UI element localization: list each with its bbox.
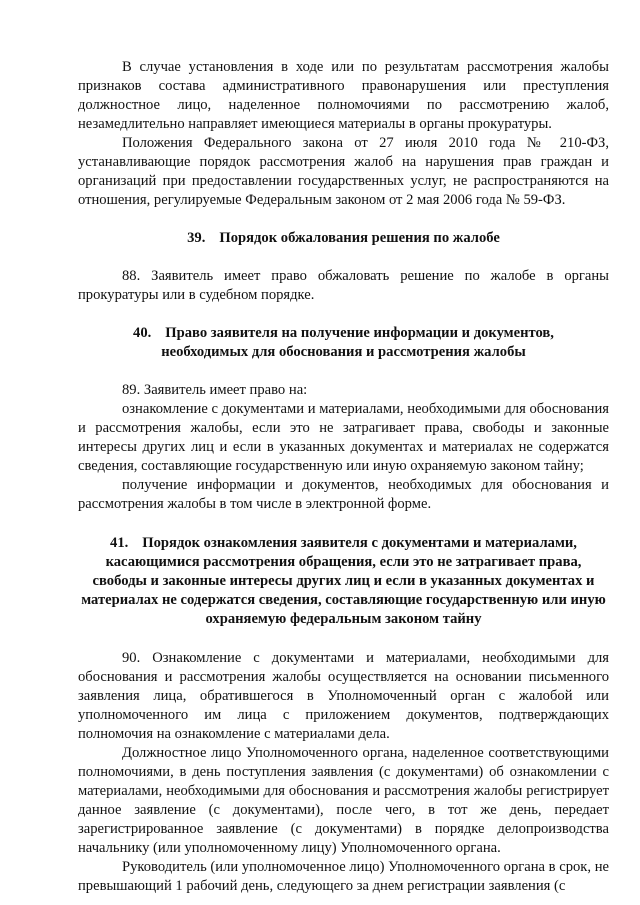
- paragraph: 90. Ознакомление с документами и материалами, необходимыми для обоснования и рассмотрения жалобы осуществляется на основании письменного заявления лица, обратившегося в Уполномоченный орган с жалобой или уполномоченного им лица с приложением документов, подтверждающих полномочия на ознакомление с материалами дела.: [78, 650, 609, 742]
- paragraph: 88. Заявитель имеет право обжаловать решение по жалобе в органы прокуратуры или в судебном порядке.: [78, 268, 609, 303]
- section-number: 41.: [110, 535, 129, 551]
- section-number: 39.: [187, 230, 206, 246]
- paragraph: Положения Федерального закона от 27 июля 2010 года № 210-ФЗ, устанавливающие порядок рассмотрения жалоб на нарушения прав граждан и организаций при предоставлении государственных услуг, не распространяются на отношения, регулируемые Федеральным законом от 2 мая 2006 года № 59-ФЗ.: [78, 135, 609, 208]
- section-heading-39: [78, 229, 609, 248]
- section-title: Порядок обжалования решения по жалобе: [219, 230, 500, 246]
- section-heading-41: [78, 534, 609, 629]
- paragraph: Должностное лицо Уполномоченного органа, наделенное соответствующими полномочиями, в день поступления заявления (с документами) об ознакомлении с материалами, необходимыми для обоснования и рассмотрения жалобы регистрирует данное заявление (с документами), после чего, в тот же день, передает зарегистрированное заявление (с документами) в порядке делопроизводства начальнику (или уполномоченному лицу) Уполномоченного органа.: [78, 745, 609, 856]
- paragraph: В случае установления в ходе или по результатам рассмотрения жалобы признаков состава административного правонарушения или преступления должностное лицо, наделенное полномочиями по рассмотрению жалоб, незамедлительно направляет имеющиеся материалы в органы прокуратуры.: [78, 59, 609, 132]
- paragraph: получение информации и документов, необходимых для обоснования и рассмотрения жалобы в том числе в электронной форме.: [78, 477, 609, 512]
- paragraph: Руководитель (или уполномоченное лицо) Уполномоченного органа в срок, не превышающий 1 рабочий день, следующего за днем регистрации заявления (с: [78, 859, 609, 894]
- paragraph: ознакомление с документами и материалами, необходимыми для обоснования и рассмотрения жалобы, если это не затрагивает права, свободы и законные интересы других лиц и если в указанных документах и материалах не содержатся сведения, составляющие государственную или иную охраняемую законом тайну;: [78, 401, 609, 474]
- section-heading-40: [78, 324, 609, 362]
- paragraph: 89. Заявитель имеет право на:: [122, 382, 308, 398]
- section-title: Право заявителя на получение информации и документов, необходимых для обоснования и рассмотрения жалобы: [161, 325, 554, 360]
- section-number: 40.: [133, 325, 152, 341]
- section-title: Порядок ознакомления заявителя с документами и материалами, касающимися рассмотрения обращения, если это не затрагивает права, свободы и законные интересы других лиц и если в указанных документах и материалах не содержатся сведения, составляющие государственную или иную охраняемую федеральным законом тайну: [81, 535, 606, 627]
